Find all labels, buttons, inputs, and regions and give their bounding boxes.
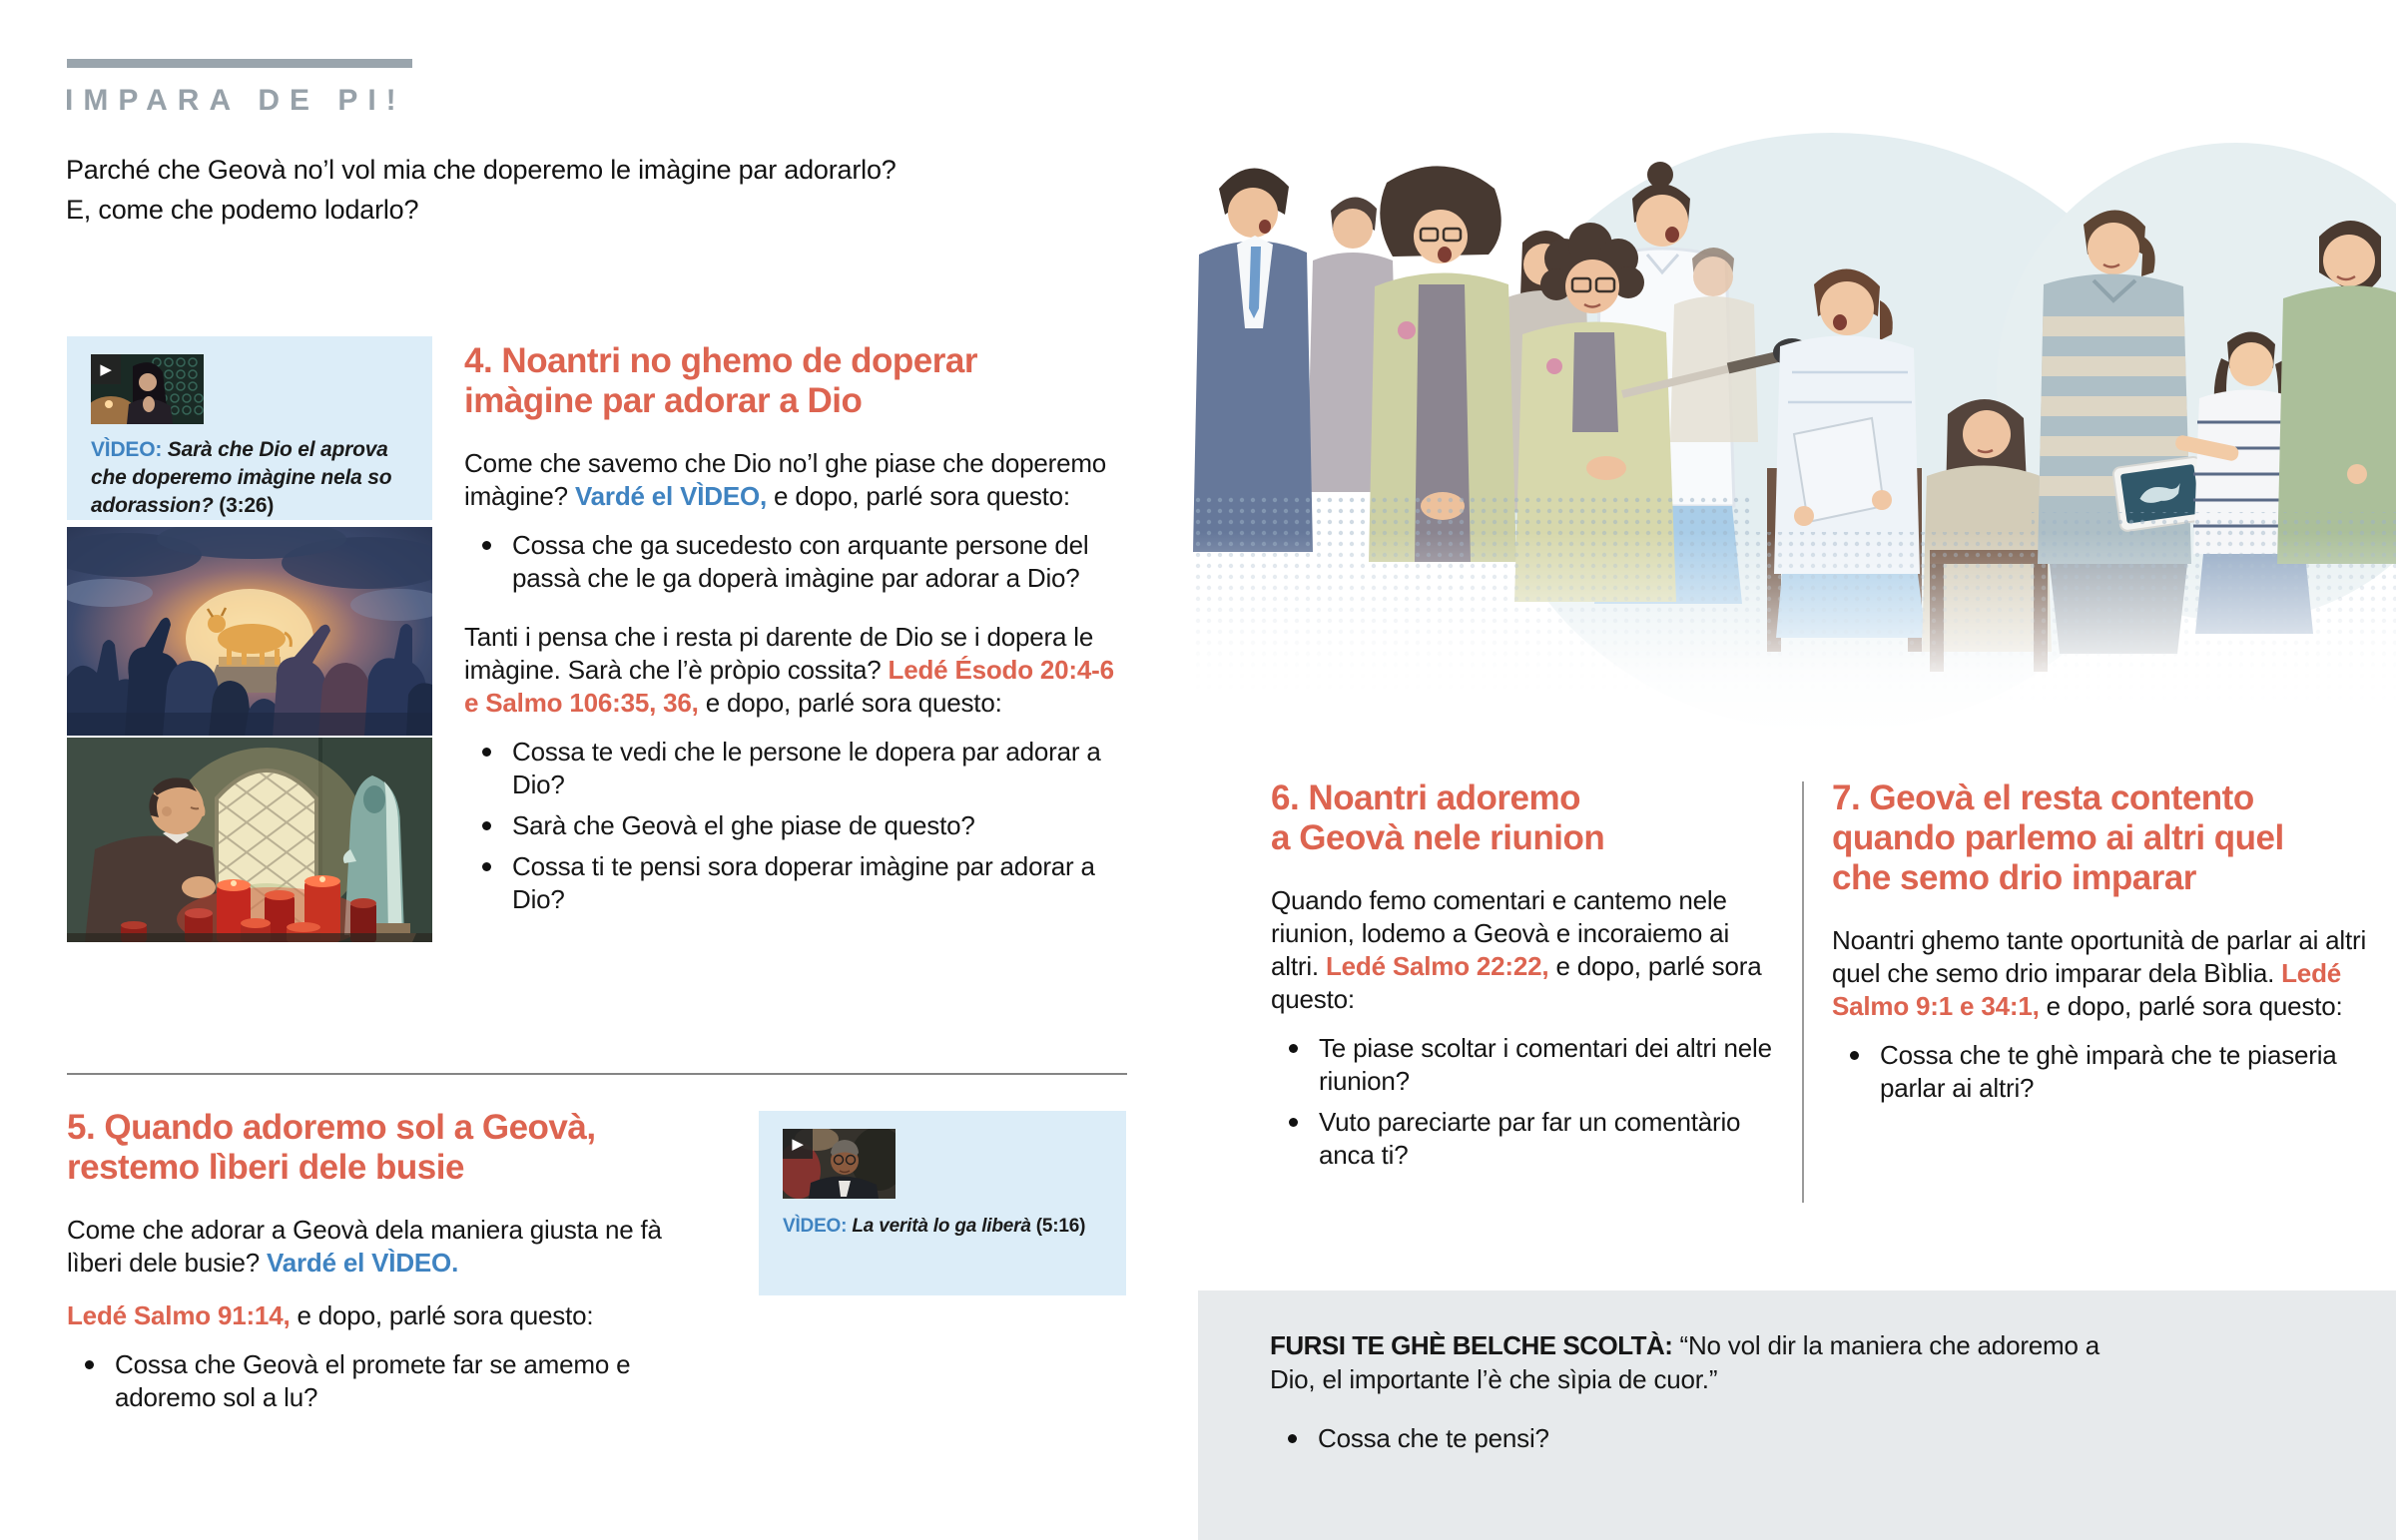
kicker-bar bbox=[67, 59, 412, 68]
question-line-1: Parché che Geovà no’l vol mia che doperemo le imàgine par adorarlo? bbox=[66, 155, 897, 185]
video-label[interactable]: VÌDEO: bbox=[783, 1216, 848, 1237]
golden-calf-image bbox=[67, 527, 432, 736]
play-icon: ▶ bbox=[91, 354, 121, 384]
list-item: Cossa ti te pensi sora doperar imàgine par adorar a Dio? bbox=[464, 850, 1131, 916]
list-item: Vuto pareciarte par far un comentàrio anca ti? bbox=[1271, 1106, 1775, 1172]
lesson-questions bbox=[66, 150, 1104, 230]
horizontal-divider bbox=[67, 1073, 1127, 1075]
section-5-paragraph-2: Ledé Salmo 91:14, e dopo, parlé sora questo: bbox=[67, 1300, 594, 1330]
list-item: Sarà che Geovà el ghe piase de questo? bbox=[464, 809, 1131, 842]
list-item: Cossa te vedi che le persone le dopera par adorar a Dio? bbox=[464, 736, 1131, 801]
section-6-title: 6. Noantri adoremo a Geovà nele riunion bbox=[1271, 778, 1605, 857]
praying-man-image bbox=[67, 738, 432, 942]
section-7-title: 7. Geovà el resta contento quando parlemo ai altri quel che semo drio imparar bbox=[1832, 778, 2284, 897]
callout-label: FURSI TE GHÈ BELCHE SCOLTÀ: bbox=[1270, 1330, 1673, 1360]
video-2-caption bbox=[783, 1213, 1112, 1241]
watch-video-link[interactable]: Vardé el VÌDEO, bbox=[574, 481, 768, 511]
callout-box bbox=[1198, 1290, 2396, 1540]
question-line-2: E, come che podemo lodarlo? bbox=[66, 195, 419, 225]
scripture-link[interactable]: Ledé Salmo 91:14, bbox=[67, 1300, 291, 1330]
section-5-title: 5. Quando adoremo sol a Geovà, restemo lìberi dele busie bbox=[67, 1108, 596, 1187]
section-5 bbox=[67, 1108, 716, 1414]
section-4-paragraph-2: Tanti i pensa che i resta pi darente de Dio se i dopera le imàgine. Sarà che l’è pròpio cossita? Ledé Ésodo 20:4-6 e Salmo 106:35, 36, e dopo, parlé sora questo: bbox=[464, 622, 1114, 718]
list-item: Te piase scoltar i comentari dei altri nele riunion? bbox=[1271, 1032, 1775, 1098]
section-4-list-2 bbox=[464, 736, 1131, 916]
watch-video-link[interactable]: Vardé el VÌDEO. bbox=[267, 1248, 459, 1278]
video-2-thumbnail[interactable] bbox=[783, 1129, 896, 1199]
section-6-list bbox=[1271, 1032, 1775, 1172]
callout-quote: “No vol dir la maniera che adoremo a Dio, el importante l’è che sìpia de cuor.” bbox=[1270, 1330, 2100, 1394]
callout-list bbox=[1270, 1422, 2396, 1455]
list-item: Cossa che Geovà el promete far se amemo e adoremo sol a lu? bbox=[67, 1348, 666, 1414]
section-4 bbox=[464, 341, 1131, 916]
list-item: Cossa che te pensi? bbox=[1270, 1422, 2396, 1455]
section-6-paragraph-1: Quando femo comentari e cantemo nele riunion, lodemo a Geovà e incoraiemo ai altri. Ledé Salmo 22:22, e dopo, parlé sora questo: bbox=[1271, 885, 1762, 1014]
video-title: La verità lo ga liberà bbox=[847, 1216, 1036, 1237]
scripture-link[interactable]: Ledé Salmo 9:1 e 34:1, bbox=[1832, 958, 2342, 1021]
scripture-link[interactable]: Ledé Salmo 22:22, bbox=[1325, 951, 1549, 981]
section-4-list-1 bbox=[464, 529, 1131, 595]
video-box-1[interactable] bbox=[67, 336, 432, 520]
section-5-paragraph-1: Come che adorar a Geovà dela maniera giusta ne fà lìberi dele busie? Vardé el VÌDEO. bbox=[67, 1215, 662, 1278]
section-5-list bbox=[67, 1348, 716, 1414]
video-label[interactable]: VÌDEO: bbox=[91, 438, 163, 461]
scripture-link[interactable]: Ledé Ésodo 20:4-6 e Salmo 106:35, 36, bbox=[464, 655, 1114, 718]
play-icon: ▶ bbox=[783, 1129, 813, 1159]
section-4-paragraph-1: Come che savemo che Dio no’l ghe piase che doperemo imàgine? Vardé el VÌDEO, e dopo, parlé sora questo: bbox=[464, 448, 1107, 511]
vertical-divider bbox=[1802, 781, 1804, 1203]
video-title: Sarà che Dio el aprova che doperemo imàgine nela so adorassion? bbox=[91, 438, 392, 517]
list-item: Cossa che ga sucedesto con arquante persone del passà che le ga doperà imàgine par adorar a Dio? bbox=[464, 529, 1131, 595]
list-item: Cossa che te ghè imparà che te piaseria parlar ai altri? bbox=[1832, 1039, 2393, 1105]
video-duration: (3:26) bbox=[219, 494, 275, 517]
page-title: IMPARA DE PI! bbox=[65, 84, 406, 117]
section-6 bbox=[1271, 778, 1775, 1172]
section-4-title: 4. Noantri no ghemo de doperar imàgine par adorar a Dio bbox=[464, 341, 977, 420]
video-duration: (5:16) bbox=[1035, 1216, 1086, 1237]
callout-text bbox=[1270, 1328, 2148, 1396]
section-7-list bbox=[1832, 1039, 2393, 1105]
video-1-caption bbox=[91, 436, 408, 520]
section-7-paragraph-1: Noantri ghemo tante oportunità de parlar ai altri quel che semo drio imparar dela Bìblia. Ledé Salmo 9:1 e 34:1, e dopo, parlé sora questo: bbox=[1832, 925, 2367, 1021]
video-1-thumbnail[interactable] bbox=[91, 354, 204, 424]
congregation-meeting-illustration bbox=[1193, 133, 2396, 736]
video-box-2[interactable] bbox=[759, 1111, 1126, 1295]
section-7 bbox=[1832, 778, 2393, 1105]
